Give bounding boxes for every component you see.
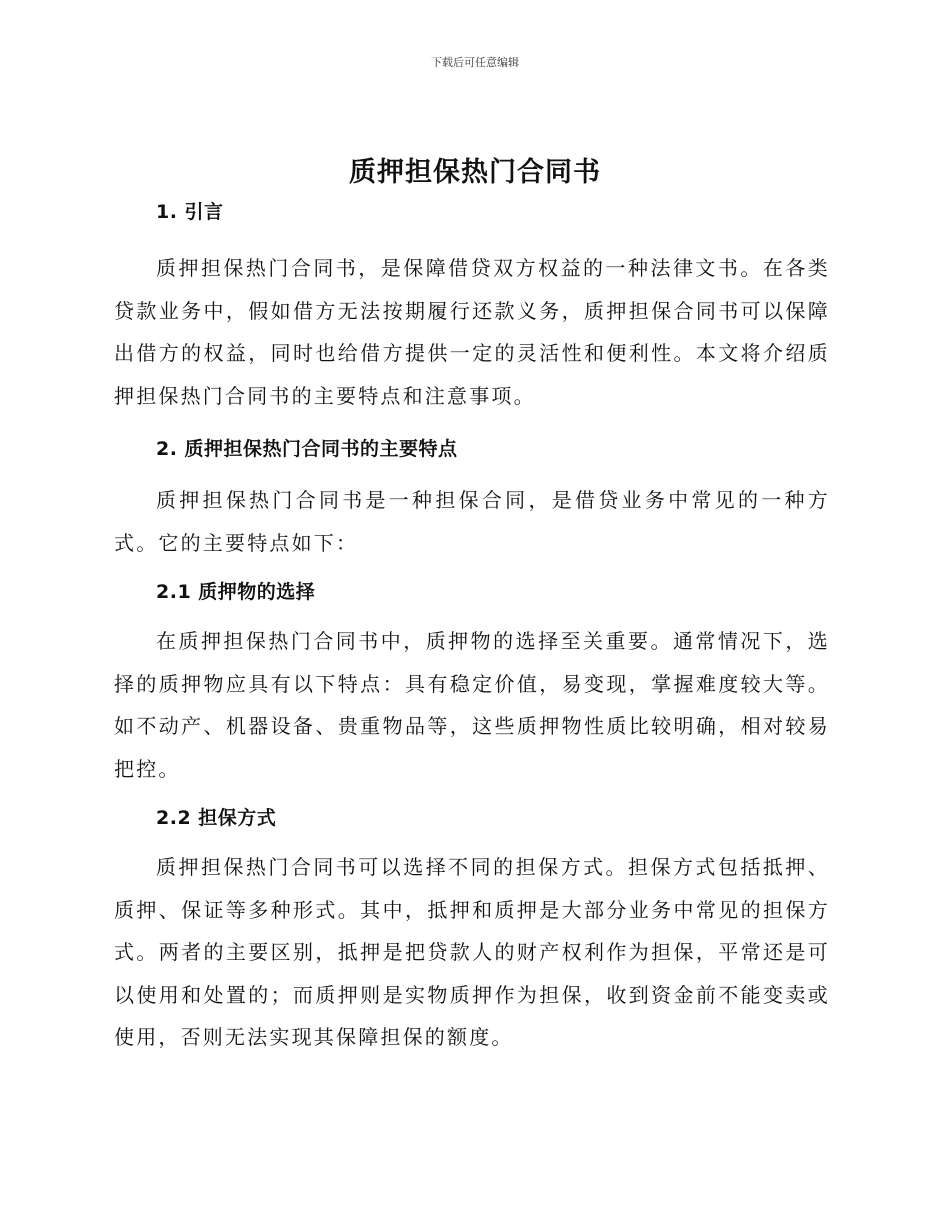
section-paragraph-collateral-selection: 在质押担保热门合同书中，质押物的选择至关重要。通常情况下，选择的质押物应具有以下特点：具有稳定价值，易变现，掌握难度较大等。如不动产、机器设备、贵重物品等，这些质押物性质比较明确，相对较易把控。 [114, 629, 830, 781]
page-header-note: 下载后可任意编辑 [431, 56, 519, 69]
section-paragraph-introduction: 质押担保热门合同书，是保障借贷双方权益的一种法律文书。在各类贷款业务中，假如借方无法按期履行还款义务，质押担保合同书可以保障出借方的权益，同时也给借方提供一定的灵活性和便利性。本文将介绍质押担保热门合同书的主要特点和注意事项。 [114, 256, 830, 408]
section-heading-main-features: 2. 质押担保热门合同书的主要特点 [156, 438, 458, 460]
section-heading-guarantee-methods: 2.2 担保方式 [156, 807, 277, 829]
document-title: 质押担保热门合同书 [349, 157, 601, 188]
document-body [114, 198, 830, 1059]
section-heading-introduction: 1. 引言 [156, 201, 224, 223]
section-paragraph-main-features: 质押担保热门合同书是一种担保合同，是借贷业务中常见的一种方式。它的主要特点如下： [114, 488, 830, 555]
section-heading-collateral-selection: 2.1 质押物的选择 [156, 581, 316, 603]
section-paragraph-guarantee-methods: 质押担保热门合同书可以选择不同的担保方式。担保方式包括抵押、质押、保证等多种形式。其中，抵押和质押是大部分业务中常见的担保方式。两者的主要区别，抵押是把贷款人的财产权利作为担保，平常还是可以使用和处置的；而质押则是实物质押作为担保，收到资金前不能变卖或使用，否则无法实现其保障担保的额度。 [114, 855, 830, 1049]
